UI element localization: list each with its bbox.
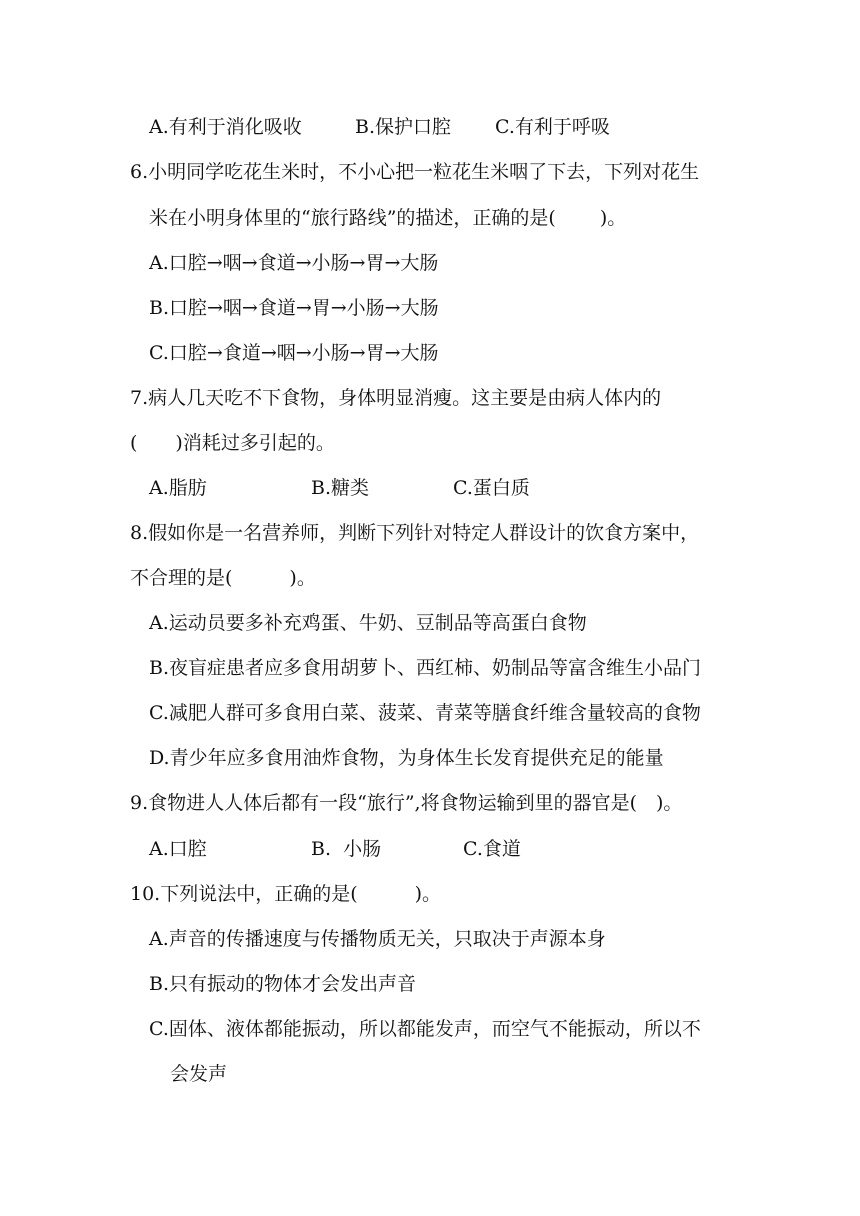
q8-option-b: B.夜盲症患者应多食用胡萝卜、西红柿、奶制品等富含维生小品门 bbox=[149, 657, 702, 679]
q7-stem-line-2: ( )消耗过多引起的。 bbox=[130, 432, 335, 454]
q10-option-c-line-2: 会发声 bbox=[170, 1063, 228, 1085]
q6-stem-line-1: 6.小明同学吃花生米时，不小心把一粒花生米咽了下去，下列对花生 bbox=[130, 161, 700, 183]
q9-option-b: B. 小肠 bbox=[311, 838, 382, 860]
q9-option-a: A.口腔 bbox=[149, 838, 207, 860]
q7-options bbox=[149, 476, 709, 500]
q9-options bbox=[149, 837, 709, 861]
q9-stem-line-1: 9.食物进人人体后都有一段“旅行”,将食物运输到里的器官是( )。 bbox=[130, 792, 683, 814]
q10-option-b: B.只有振动的物体才会发出声音 bbox=[149, 973, 417, 995]
q5-options bbox=[149, 115, 709, 139]
q6-stem-line-2: 米在小明身体里的“旅行路线”的描述，正确的是( )。 bbox=[149, 207, 627, 229]
q5-option-c: C.有利于呼吸 bbox=[495, 116, 610, 138]
q7-stem-line-1: 7.病人几天吃不下食物，身体明显消瘦。这主要是由病人体内的 bbox=[130, 387, 662, 409]
q8-option-c: C.减肥人群可多食用白菜、菠菜、青菜等膳食纤维含量较高的食物 bbox=[149, 702, 701, 724]
q8-stem-line-2: 不合理的是( )。 bbox=[130, 567, 316, 589]
q8-stem-line-1: 8.假如你是一名营养师，判断下列针对特定人群设计的饮食方案中， bbox=[130, 522, 700, 544]
q8-option-a: A.运动员要多补充鸡蛋、牛奶、豆制品等高蛋白食物 bbox=[149, 612, 587, 634]
q7-option-a: A.脂肪 bbox=[149, 477, 207, 499]
q6-option-a: A.口腔→咽→食道→小肠→胃→大肠 bbox=[149, 252, 439, 274]
q8-option-d: D.青少年应多食用油炸食物，为身体生长发育提供充足的能量 bbox=[149, 747, 664, 769]
q7-option-b: B.糖类 bbox=[311, 477, 370, 499]
q10-option-a: A.声音的传播速度与传播物质无关，只取决于声源本身 bbox=[149, 928, 606, 950]
q6-option-b: B.口腔→咽→食道→胃→小肠→大肠 bbox=[149, 297, 439, 319]
q5-option-b: B.保护口腔 bbox=[355, 116, 452, 138]
q5-option-a: A.有利于消化吸收 bbox=[149, 116, 302, 138]
q6-option-c: C.口腔→食道→咽→小肠→胃→大肠 bbox=[149, 342, 439, 364]
q7-option-c: C.蛋白质 bbox=[453, 477, 530, 499]
q9-option-c: C.食道 bbox=[463, 838, 521, 860]
q10-option-c-line-1: C.固体、液体都能振动，所以都能发声，而空气不能振动，所以不 bbox=[149, 1018, 701, 1040]
q10-stem-line-1: 10.下列说法中，正确的是( )。 bbox=[130, 883, 442, 905]
